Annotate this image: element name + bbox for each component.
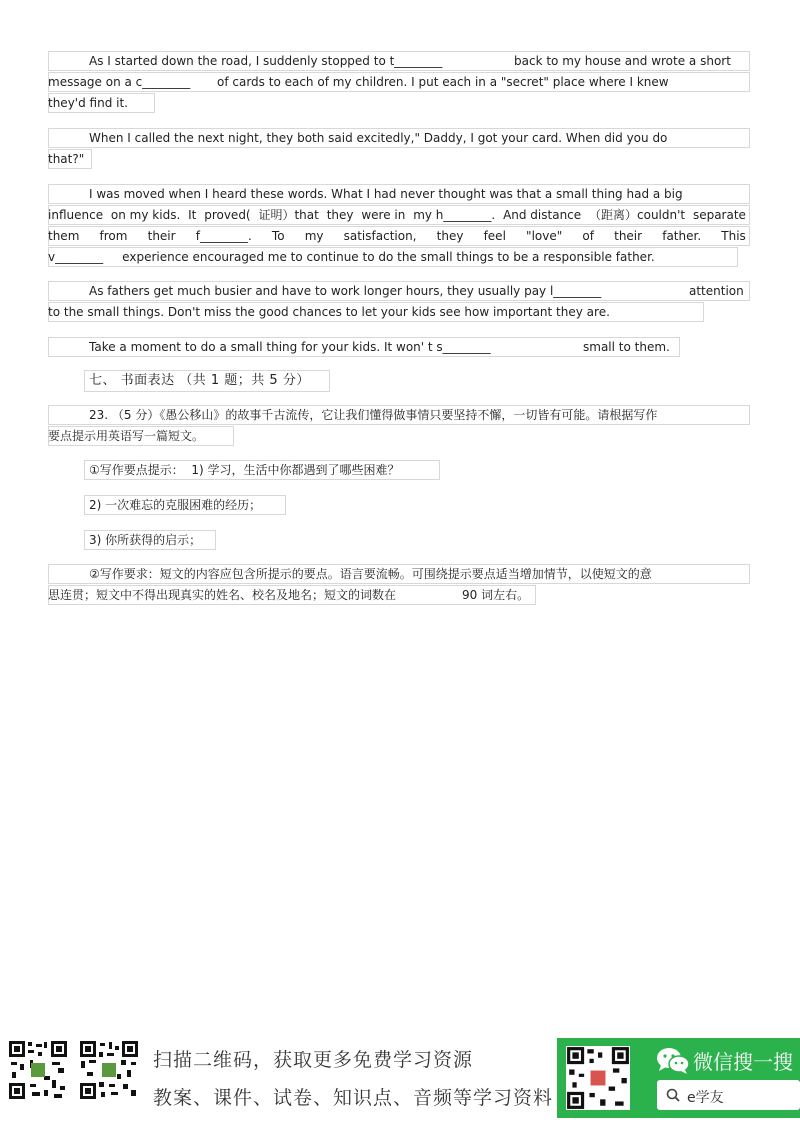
requirement-text: 思连贯；短文中不得出现真实的姓名、校名及地名；短文的词数在 — [48, 588, 397, 602]
word: they — [326, 208, 354, 222]
word: feel — [483, 229, 506, 243]
word: of — [582, 229, 594, 243]
word: their — [614, 229, 643, 243]
passage-text: small to them. — [583, 340, 670, 354]
question-text: 要点提示用英语写一篇短文。 — [48, 429, 205, 443]
qr-code-icon — [8, 1040, 68, 1100]
word: f________. — [195, 229, 252, 243]
word: my h________. — [413, 208, 496, 222]
word: 证明）that — [258, 208, 319, 222]
passage-text: As I started down the road, I suddenly stopped to t________ — [89, 54, 443, 68]
promo-line: 扫描二维码，获取更多免费学习资源 — [153, 1049, 474, 1071]
passage-text: attention — [689, 284, 744, 298]
hint-text: 2) 一次难忘的克服困难的经历； — [89, 498, 262, 512]
word: father. — [662, 229, 702, 243]
wechat-icon — [656, 1047, 690, 1075]
search-icon — [666, 1088, 680, 1102]
passage-text: that?" — [48, 152, 85, 166]
section-title: 七、 书面表达 （共 1 题；共 5 分） — [89, 373, 310, 388]
word: my — [304, 229, 324, 243]
qr-code-icon — [566, 1046, 630, 1110]
word: And distance — [503, 208, 582, 222]
passage-text: they'd find it. — [48, 96, 128, 110]
word: proved( — [204, 208, 251, 222]
word: on my kids. — [110, 208, 181, 222]
passage-text: I was moved when I heard these words. What I had never thought was that a small thing had a big — [89, 187, 683, 201]
word: influence — [48, 208, 104, 222]
question-text: 23. （5 分）《愚公移山》的故事千古流传，它让我们懂得做事情只要坚持不懈，一切皆有可能。请根据写作 — [89, 408, 658, 422]
passage-text: v________ experience encouraged me to continue to do the small things to be a responsible father. — [48, 250, 655, 264]
search-box[interactable] — [657, 1080, 800, 1110]
word: This — [721, 229, 746, 243]
word: separate — [692, 208, 746, 222]
passage-text: Take a moment to do a small thing for your kids. It won' t s________ — [89, 340, 491, 354]
wechat-search-title: 微信搜一搜 — [693, 1050, 793, 1074]
requirement-text: ②写作要求：短文的内容应包含所提示的要点。语言要流畅。可围绕提示要点适当增加情节，以使短文的意 — [89, 567, 652, 581]
hint-text: ①写作要点提示： 1) 学习，生活中你都遇到了哪些困难？ — [89, 463, 400, 477]
hint-text: 3) 你所获得的启示； — [89, 533, 202, 547]
word: satisfaction, — [343, 229, 417, 243]
word: from — [99, 229, 128, 243]
passage-text: to the small things. Don't miss the good chances to let your kids see how important they are. — [48, 305, 610, 319]
passage-text: of cards to each of my children. I put each in a "secret" place where I knew — [217, 75, 669, 89]
word: they — [436, 229, 464, 243]
passage-text: When I called the next night, they both said excitedly," Daddy, I got your card. When did you do — [89, 131, 668, 145]
requirement-text: 90 词左右。 — [462, 588, 530, 602]
passage-text: As fathers get much busier and have to work longer hours, they usually pay l________ — [89, 284, 602, 298]
word: （距离）couldn't — [589, 208, 686, 222]
word: To — [271, 229, 285, 243]
promo-line: 教案、课件、试卷、知识点、音频等学习资料 — [153, 1087, 554, 1109]
qr-code-icon — [79, 1040, 139, 1100]
justified-line — [48, 207, 746, 223]
footer-banner — [0, 1034, 800, 1132]
word: were in — [361, 208, 406, 222]
word: It — [188, 208, 197, 222]
justified-line — [48, 228, 746, 244]
passage-text: back to my house and wrote a short — [514, 54, 731, 68]
word: "love" — [526, 229, 563, 243]
word: them — [48, 229, 80, 243]
word: their — [147, 229, 176, 243]
passage-text: message on a c________ — [48, 75, 191, 89]
search-keyword: e学友 — [687, 1090, 724, 1106]
